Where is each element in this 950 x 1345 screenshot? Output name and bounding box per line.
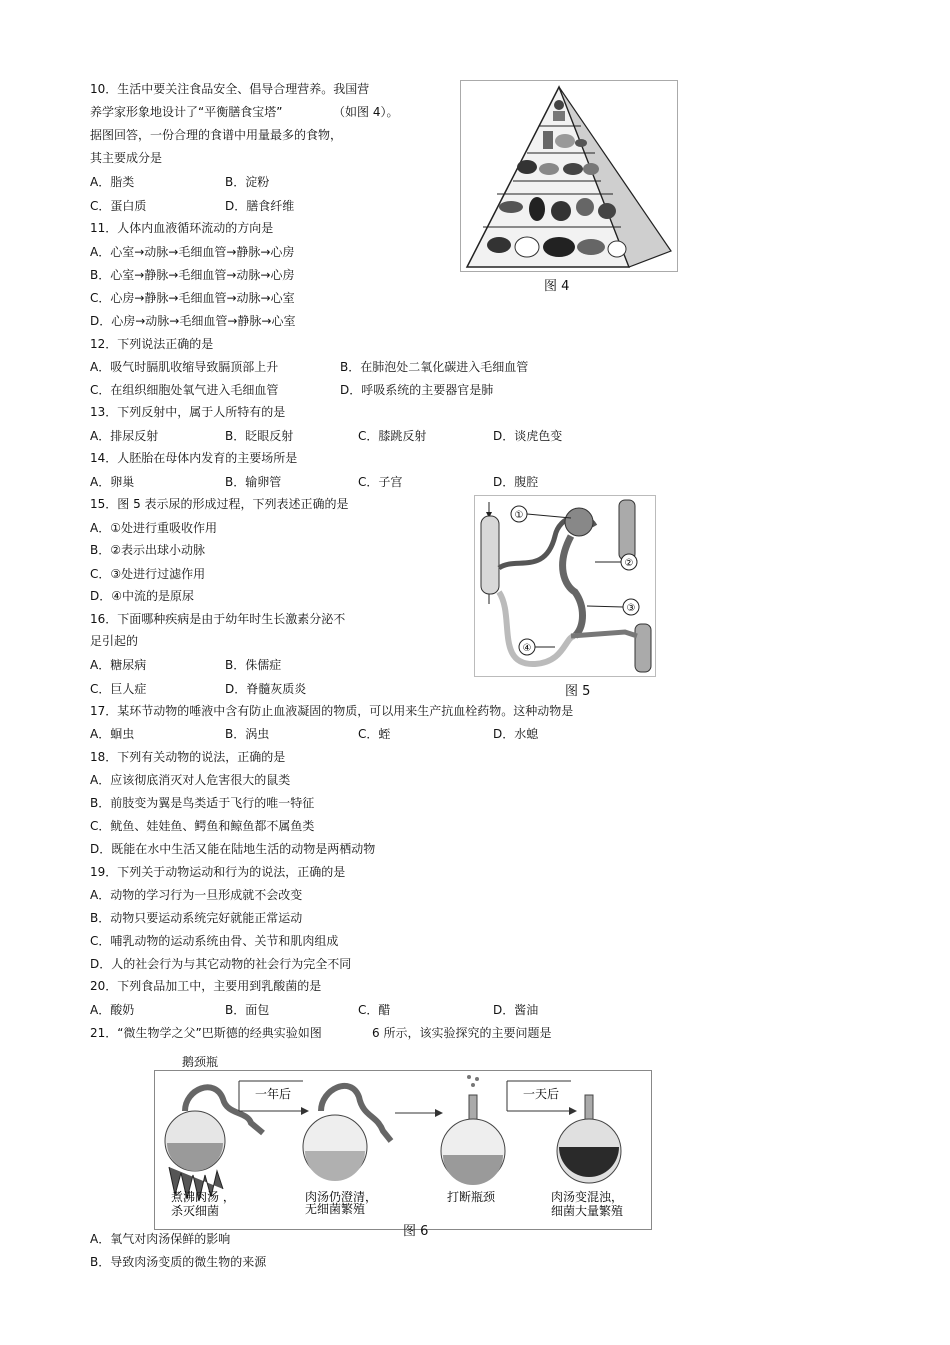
q14-option-b: B．输卵管 bbox=[225, 475, 282, 489]
marker-2: ② bbox=[624, 558, 634, 569]
q12-option-c: C．在组织细胞处氧气进入毛细血管 bbox=[90, 383, 279, 397]
figure-5-urine-formation bbox=[474, 495, 656, 677]
q14-stem: 14．人胚胎在母体内发育的主要场所是 bbox=[90, 451, 298, 465]
q10-option-c: C．蛋白质 bbox=[90, 199, 147, 213]
q10-line3: 据图回答，一份合理的食谱中用量最多的食物， bbox=[90, 128, 343, 142]
figure-4-caption: 图 4 bbox=[544, 279, 570, 294]
q19-option-b: B．动物只要运动系统完好就能正常运动 bbox=[90, 911, 303, 925]
arrow-label-one-year: 一年后 bbox=[254, 1087, 292, 1101]
q20-option-d: D．酱油 bbox=[493, 1003, 539, 1017]
q11-stem: 11．人体内血液循环流动的方向是 bbox=[90, 221, 274, 235]
q11-option-c: C．心房→静脉→毛细血管→动脉→心室 bbox=[90, 291, 295, 305]
q21-stem-part1: 21．“微生物学之父”巴斯德的经典实验如图 bbox=[90, 1026, 322, 1040]
q11-option-a: A．心室→动脉→毛细血管→静脉→心房 bbox=[90, 245, 295, 259]
q18-option-c: C．鱿鱼、娃娃鱼、鳄鱼和鲸鱼都不属鱼类 bbox=[90, 819, 315, 833]
figure-6-pasteur-experiment bbox=[154, 1070, 652, 1230]
q18-option-a: A．应该彻底消灭对人危害很大的鼠类 bbox=[90, 773, 291, 787]
marker-1: ① bbox=[514, 510, 524, 521]
q20-option-c: C．醋 bbox=[358, 1003, 391, 1017]
q18-option-d: D．既能在水中生活又能在陆地生活的动物是两栖动物 bbox=[90, 842, 376, 856]
q17-stem: 17．某环节动物的唾液中含有防止血液凝固的物质，可以用来生产抗血栓药物。这种动物是 bbox=[90, 704, 574, 718]
q13-option-b: B．眨眼反射 bbox=[225, 429, 294, 443]
q10-option-d: D．膳食纤维 bbox=[225, 199, 295, 213]
q20-option-b: B．面包 bbox=[225, 1003, 270, 1017]
q15-option-a: A．①处进行重吸收作用 bbox=[90, 521, 217, 535]
q16-line2: 足引起的 bbox=[90, 634, 139, 648]
q17-option-a: A．蛔虫 bbox=[90, 727, 135, 741]
q10-line2: 养学家形象地设计了“平衡膳食宝塔” bbox=[90, 105, 283, 119]
step3-label: 打断瓶颈 bbox=[447, 1190, 496, 1204]
step1-label-line1: 煮沸肉汤 ， bbox=[171, 1190, 235, 1204]
food-pyramid-drawing bbox=[461, 81, 677, 271]
q14-option-a: A．卵巢 bbox=[90, 475, 135, 489]
q15-stem: 15．图 5 表示尿的形成过程，下列表述正确的是 bbox=[90, 497, 349, 511]
q17-option-d: D．水螅 bbox=[493, 727, 539, 741]
step2-label-line2: 无细菌繁殖 bbox=[305, 1202, 366, 1216]
nephron-drawing bbox=[475, 496, 655, 676]
q15-option-c: C．③处进行过滤作用 bbox=[90, 567, 206, 581]
q16-line1: 16．下面哪种疾病是由于幼年时生长激素分泌不 bbox=[90, 612, 346, 626]
q21-stem-part2: 6 所示，该实验探究的主要问题是 bbox=[372, 1026, 552, 1040]
q16-option-b: B．侏儒症 bbox=[225, 658, 282, 672]
q14-option-c: C．子宫 bbox=[358, 475, 403, 489]
q11-option-b: B．心室→静脉→毛细血管→动脉→心房 bbox=[90, 268, 295, 282]
q18-stem: 18．下列有关动物的说法，正确的是 bbox=[90, 750, 286, 764]
step2-label-line1: 肉汤仍澄清， bbox=[305, 1190, 378, 1204]
q12-option-a: A．吸气时膈肌收缩导致膈顶部上升 bbox=[90, 360, 279, 374]
q12-option-d: D．呼吸系统的主要器官是肺 bbox=[340, 383, 494, 397]
swan-neck-flask-label: 鹅颈瓶 bbox=[182, 1055, 219, 1069]
q13-option-a: A．排尿反射 bbox=[90, 429, 159, 443]
q19-option-a: A．动物的学习行为一旦形成就不会改变 bbox=[90, 888, 303, 902]
q16-option-a: A．糖尿病 bbox=[90, 658, 147, 672]
q12-option-b: B．在肺泡处二氧化碳进入毛细血管 bbox=[340, 360, 529, 374]
figure-4-food-pyramid bbox=[460, 80, 678, 272]
q10-option-b: B．淀粉 bbox=[225, 175, 270, 189]
q13-stem: 13．下列反射中，属于人所特有的是 bbox=[90, 405, 286, 419]
step1-label-line2: 杀灭细菌 bbox=[171, 1204, 220, 1218]
q17-option-b: B．涡虫 bbox=[225, 727, 270, 741]
q10-option-a: A．脂类 bbox=[90, 175, 135, 189]
q19-option-d: D．人的社会行为与其它动物的社会行为完全不同 bbox=[90, 957, 352, 971]
q16-option-d: D．脊髓灰质炎 bbox=[225, 682, 307, 696]
q20-option-a: A．酸奶 bbox=[90, 1003, 135, 1017]
figure-6-caption: 图 6 bbox=[403, 1224, 429, 1239]
q13-option-d: D．谈虎色变 bbox=[493, 429, 563, 443]
q21-option-a: A．氧气对肉汤保鲜的影响 bbox=[90, 1232, 231, 1246]
q18-option-b: B．前肢变为翼是鸟类适于飞行的唯一特征 bbox=[90, 796, 315, 810]
step4-label-line1: 肉汤变混浊， bbox=[551, 1190, 624, 1204]
marker-4: ④ bbox=[522, 643, 532, 654]
q14-option-d: D．腹腔 bbox=[493, 475, 539, 489]
arrow-label-one-day: 一天后 bbox=[522, 1087, 560, 1101]
q19-stem: 19．下列关于动物运动和行为的说法，正确的是 bbox=[90, 865, 346, 879]
q15-option-d: D．④中流的是原尿 bbox=[90, 589, 194, 603]
pasteur-experiment-drawing bbox=[155, 1071, 651, 1229]
q10-line1: 10．生活中要关注食品安全、倡导合理营养。我国营 bbox=[90, 82, 370, 96]
q10-line4: 其主要成分是 bbox=[90, 151, 163, 165]
marker-3: ③ bbox=[626, 603, 636, 614]
q11-option-d: D．心房→动脉→毛细血管→静脉→心室 bbox=[90, 314, 296, 328]
q21-option-b: B．导致肉汤变质的微生物的来源 bbox=[90, 1255, 267, 1269]
q10-line2-figref: （如图 4）。 bbox=[333, 105, 399, 119]
q12-stem: 12．下列说法正确的是 bbox=[90, 337, 214, 351]
q17-option-c: C．蛭 bbox=[358, 727, 391, 741]
figure-5-caption: 图 5 bbox=[565, 684, 591, 699]
step4-label-line2: 细菌大量繁殖 bbox=[551, 1204, 624, 1218]
q16-option-c: C．巨人症 bbox=[90, 682, 147, 696]
q19-option-c: C．哺乳动物的运动系统由骨、关节和肌肉组成 bbox=[90, 934, 339, 948]
q20-stem: 20．下列食品加工中，主要用到乳酸菌的是 bbox=[90, 979, 322, 993]
q13-option-c: C．膝跳反射 bbox=[358, 429, 427, 443]
q15-option-b: B．②表示出球小动脉 bbox=[90, 543, 205, 557]
